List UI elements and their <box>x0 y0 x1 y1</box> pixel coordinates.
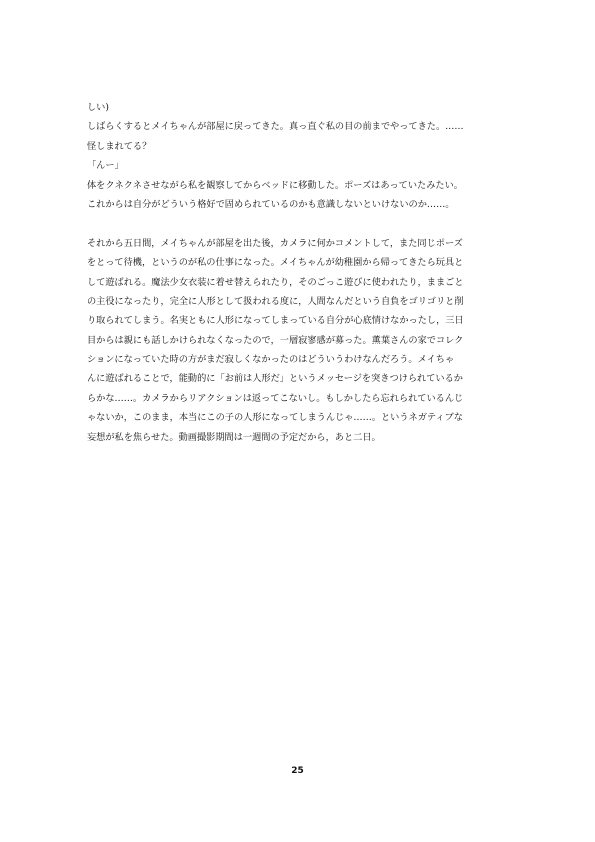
text-line: らかな……。カメラからリアクションは返ってこないし。もしかしたら忘れられているんじ <box>87 392 464 404</box>
text-line: 怪しまれてる？ <box>87 140 152 152</box>
text-line: をとって待機，というのが私の仕事になった。メイちゃんが幼稚園から帰ってきたら玩具と <box>87 257 464 269</box>
text-line: 「んー」 <box>87 160 124 172</box>
text-line: ゃないか，このまま，本当にこの子の人形になってしまうんじゃ……。というネガティブな <box>87 412 463 424</box>
text-line: り取られてしまう。名実ともに人形になってしまっている自分が心底情けなかったし，三日 <box>87 315 464 327</box>
text-line: 妄想が私を焦らせた。動画撮影期間は一週間の予定だから，あと二日。 <box>87 431 381 443</box>
page-number: 25 <box>291 766 304 776</box>
text-line: しい) <box>87 102 109 113</box>
text-line: 目からは親にも話しかけられなくなったので，一層寂寥感が募った。薫葉さんの家でコレク <box>87 334 464 346</box>
text-line: の主役になったり，完全に人形として扱われる度に，人間なんだという自負をゴリゴリと削 <box>87 295 464 307</box>
text-line: ションになっていた時の方がまだ寂しくなかったのはどういうわけなんだろう。メイちゃ <box>87 354 455 366</box>
text-line: しばらくするとメイちゃんが部屋に戻ってきた。真っ直ぐ私の目の前までやってきた。…… <box>87 121 464 133</box>
body-text <box>87 98 512 447</box>
text-line: 体をクネクネさせながら私を観察してからベッドに移動した。ポーズはあっていたみたい。 <box>87 179 463 191</box>
text-line: それから五日間，メイちゃんが部屋を出た後，カメラに何かコメントして，また同じポーズ <box>87 237 463 249</box>
text-line: して遊ばれる。魔法少女衣装に着せ替えられたり，そのごっこ遊びに使われたり，ままごと <box>87 276 464 288</box>
paragraph-gap <box>87 214 512 233</box>
text-line: んに遊ばれることで，能動的に「お前は人形だ」というメッセージを突きつけられているか <box>87 373 463 385</box>
text-line: これからは自分がどういう格好で固められているのかも意識しないといけないのか……。 <box>87 198 455 210</box>
